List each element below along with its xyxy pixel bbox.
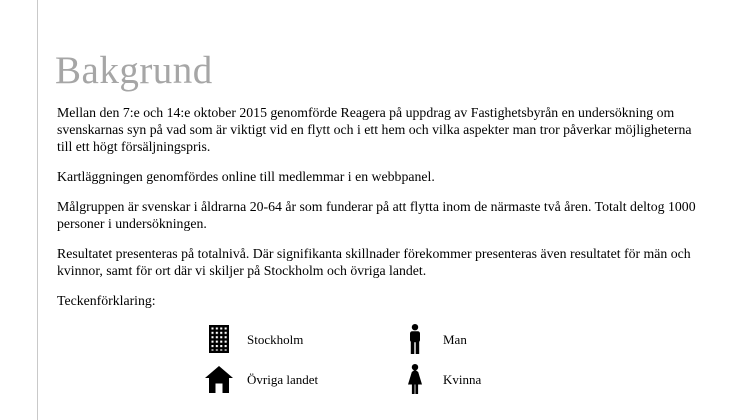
legend-column-location	[203, 323, 399, 395]
legend-item-stockholm	[203, 323, 399, 355]
legend-item-label: Man	[443, 331, 467, 347]
house-icon	[203, 366, 235, 393]
legend-item-label: Kvinna	[443, 371, 482, 387]
paragraph-method: Kartläggningen genomfördes online till medlemmar i en webbpanel.	[57, 169, 435, 184]
paragraph-target-group: Målgruppen är svenskar i åldrarna 20-64 år som funderar på att flytta inom de närmaste två åren. Totalt deltog 1000 personer i undersökningen.	[57, 199, 696, 231]
left-accent-bar	[37, 0, 38, 420]
paragraph-results: Resultatet presenteras på totalnivå. Där signifikanta skillnader förekommer presenteras även resultatet för män och kvinnor, samt för ort där vi skiljer på Stockholm och övriga landet.	[57, 246, 691, 278]
legend-item-label: Övriga landet	[247, 371, 319, 387]
legend-column-gender	[399, 323, 595, 395]
paragraph-intro: Mellan den 7:e och 14:e oktober 2015 genomförde Reagera på uppdrag av Fastighetsbyrån en undersökning om svenskarnas syn på vad som är viktigt vid en flytt och i ett hem och vilka aspekter man tror påverkar möjligheterna till ett högt försäljningspris.	[57, 105, 692, 154]
legend-item-label: Stockholm	[247, 331, 304, 347]
legend	[203, 323, 705, 395]
page-title: Bakgrund	[55, 49, 213, 93]
legend-item-man	[399, 323, 595, 355]
building-icon	[203, 325, 235, 353]
man-icon	[399, 324, 431, 354]
woman-icon	[399, 364, 431, 394]
legend-item-kvinna	[399, 363, 595, 395]
legend-item-ovriga-landet	[203, 363, 399, 395]
slide-body	[57, 104, 705, 395]
legend-heading: Teckenförklaring:	[57, 293, 156, 308]
